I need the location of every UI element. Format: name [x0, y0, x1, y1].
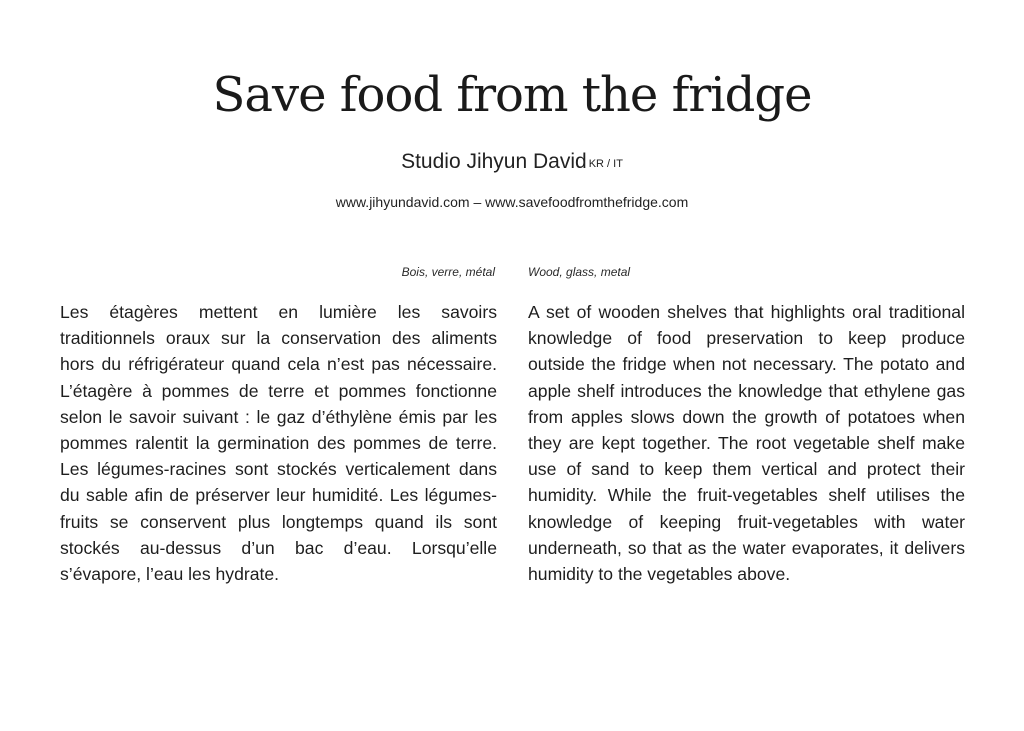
description-french: Les étagères mettent en lumière les savoirs traditionnels oraux sur la conservation des aliments hors du réfrigérateur quand cela n’est pas nécessaire. L’étagère à pommes de terre et pommes fonctionne selon le savoir suivant : le gaz d’éthylène émis par les pommes ralentit la germination des pommes de terre. Les légumes-racines sont stockés verticalement dans du sable afin de préserver leur humidité. Les légumes-fruits se conservent plus longtemps quand ils sont stockés au-dessus d’un bac d’eau. Lorsqu’elle s’évapore, l’eau les hydrate. — [60, 302, 497, 585]
website-links: www.jihyundavid.com – www.savefoodfromthefridge.com — [335, 194, 689, 210]
studio-credit — [0, 148, 1024, 176]
page-title: Save food from the fridge — [212, 67, 812, 123]
studio-name: Studio Jihyun David — [401, 150, 587, 173]
materials-french: Bois, verre, métal — [401, 265, 495, 279]
materials-english: Wood, glass, metal — [528, 265, 631, 279]
description-english: A set of wooden shelves that highlights oral traditional knowledge of food preservation to keep produce outside the fridge when not necessary. The potato and apple shelf introduces the knowledge that ethylene gas from apples slows down the growth of potatoes when they are kept together. The root vegetable shelf make use of sand to keep them vertical and protect their humidity. While the fruit-vegetables shelf utilises the knowledge of keeping fruit-vegetables with water underneath, so that as the water evaporates, it delivers humidity to the vegetables above. — [528, 302, 965, 585]
studio-origin: KR / IT — [588, 158, 623, 170]
